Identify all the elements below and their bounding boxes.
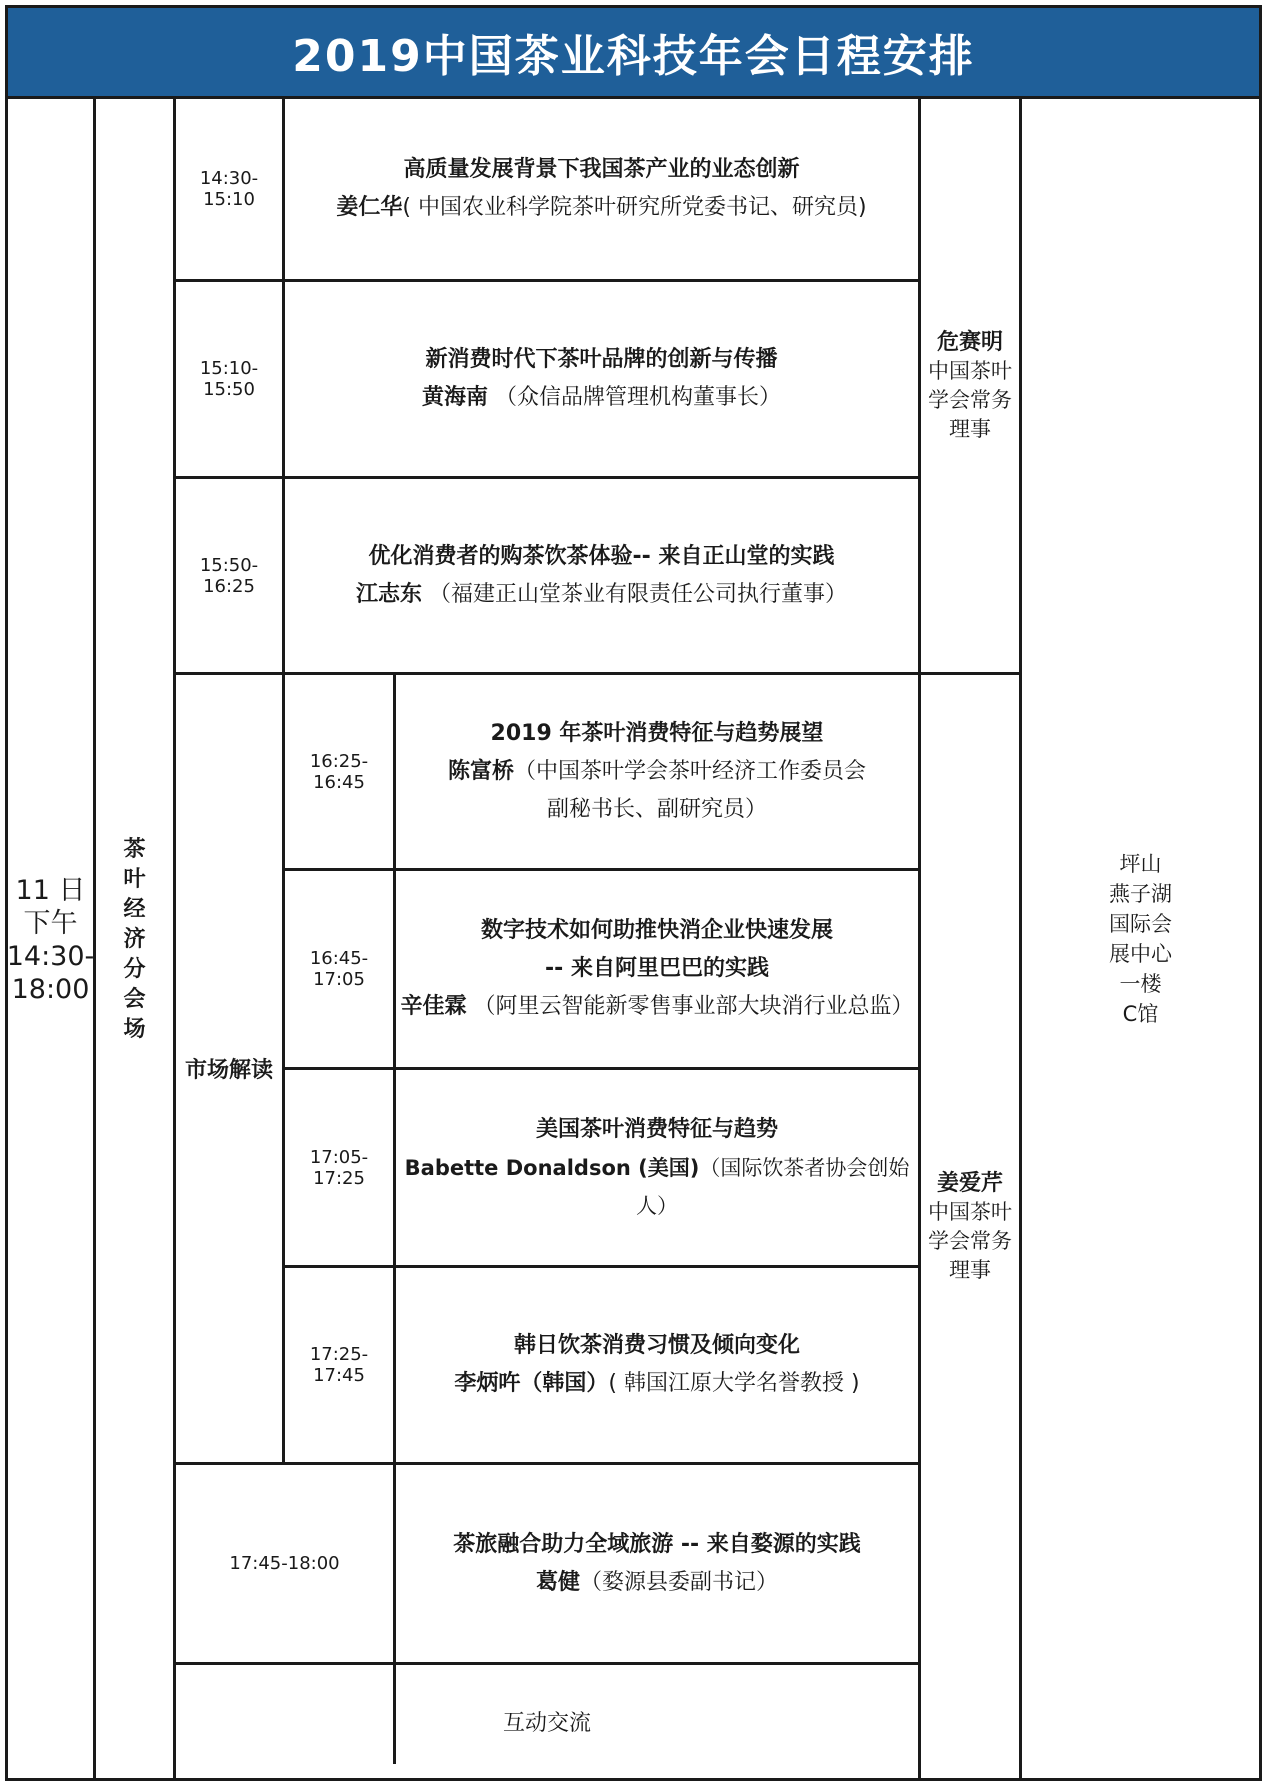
date-period: 下午 xyxy=(23,908,78,939)
venue-line: 国际会 xyxy=(1109,911,1172,936)
talk-title: 高质量发展背景下我国茶产业的业态创新 xyxy=(403,157,800,182)
session-name-cell xyxy=(96,99,173,1781)
talk-speaker-line xyxy=(448,753,866,791)
talk-speaker-line xyxy=(400,988,913,1026)
talk-title: 茶旅融合助力全域旅游 -- 来自婺源的实践 xyxy=(453,1531,861,1557)
talk-cell xyxy=(396,1268,918,1462)
chair-name: 姜爱芹 xyxy=(936,1170,1003,1196)
talk-cell xyxy=(396,1070,918,1265)
speaker-affiliation: ( 中国农业科学院茶叶研究所党委书记、研究员) xyxy=(402,195,867,220)
speaker-name: 葛健 xyxy=(535,1569,580,1595)
speaker-affiliation: （众信品牌管理机构董事长） xyxy=(488,385,781,410)
talk-title: 韩日饮茶消费习惯及倾向变化 xyxy=(513,1333,800,1358)
speaker-affiliation: ( 韩国江原大学名誉教授 ) xyxy=(608,1371,860,1396)
talk-time: 15:50-16:25 xyxy=(199,554,259,597)
talk-cell xyxy=(285,479,918,672)
date-cell xyxy=(8,99,93,1781)
chair-title-line: 学会常务 xyxy=(928,387,1012,412)
talk-cell xyxy=(396,871,918,1067)
speaker-affiliation: （国际饮茶者协会创始人） xyxy=(636,1155,910,1218)
session-char: 会 xyxy=(123,987,146,1012)
talk-time: 17:25-17:45 xyxy=(309,1344,369,1386)
talk-cell xyxy=(285,99,918,279)
chair-title-line: 中国茶叶 xyxy=(928,1199,1012,1224)
talk-time: 17:45-18:00 xyxy=(229,1553,340,1574)
talk-title-2: -- 来自阿里巴巴的实践 xyxy=(545,956,769,981)
section-label-cell xyxy=(176,675,282,1462)
venue-cell xyxy=(1022,99,1259,1778)
session-char: 茶 xyxy=(123,837,146,862)
speaker-name: 姜仁华 xyxy=(336,195,403,220)
speaker-affiliation: （阿里云智能新零售事业部大块消行业总监） xyxy=(466,994,914,1019)
speaker-affiliation: （福建正山堂茶业有限责任公司执行董事） xyxy=(422,581,847,607)
date-time-start: 14:30- xyxy=(6,941,95,972)
speaker-affiliation-2: 副秘书长、副研究员） xyxy=(546,796,767,822)
chair-name: 危赛明 xyxy=(936,329,1003,355)
session-char: 济 xyxy=(123,927,146,952)
session-char: 叶 xyxy=(123,867,146,892)
venue-line: 坪山 xyxy=(1119,851,1162,876)
talk-cell xyxy=(396,1465,918,1662)
venue-line: 燕子湖 xyxy=(1109,881,1172,906)
exchange-label: 互动交流 xyxy=(502,1711,591,1736)
talk-time: 15:10-15:50 xyxy=(199,358,259,400)
talk-title: 数字技术如何助推快消企业快速发展 xyxy=(480,918,833,943)
venue-line: C馆 xyxy=(1122,1001,1159,1026)
venue-line: 一楼 xyxy=(1119,971,1162,996)
talk-time: 14:30-15:10 xyxy=(199,168,259,210)
chair-cell xyxy=(921,99,1019,672)
speaker-name: 李炳吘（韩国） xyxy=(454,1371,609,1396)
talk-title: 新消费时代下茶叶品牌的创新与传播 xyxy=(425,347,778,372)
talk-cell xyxy=(396,675,918,868)
talk-title: 优化消费者的购茶饮茶体验-- 来自正山堂的实践 xyxy=(368,543,835,569)
chair-title-line: 学会常务 xyxy=(928,1228,1012,1253)
session-char: 场 xyxy=(123,1017,146,1042)
talk-cell xyxy=(285,282,918,476)
chair-title-line: 理事 xyxy=(949,416,991,441)
talk-speaker-line xyxy=(356,576,847,614)
talk-speaker-line xyxy=(422,379,781,417)
speaker-name: 陈富桥 xyxy=(447,758,514,784)
talk-title: 2019 年茶叶消费特征与趋势展望 xyxy=(490,720,824,746)
talk-speaker-line xyxy=(396,1149,918,1225)
talk-time: 17:05-17:25 xyxy=(309,1146,369,1189)
speaker-affiliation: （婺源县委副书记） xyxy=(580,1569,779,1595)
chair-title-line: 中国茶叶 xyxy=(928,358,1012,383)
speaker-name: 江志东 xyxy=(355,581,422,607)
speaker-name: Babette Donaldson (美国) xyxy=(404,1155,700,1180)
talk-speaker-line xyxy=(454,1365,859,1403)
chair-title-line: 理事 xyxy=(949,1257,991,1282)
exchange-cell xyxy=(176,1665,918,1778)
talk-title: 美国茶叶消费特征与趋势 xyxy=(535,1116,778,1142)
session-char: 经 xyxy=(123,897,146,922)
chair-cell xyxy=(921,675,1019,1778)
talk-time: 16:25-16:45 xyxy=(309,750,369,793)
section-label: 市场解读 xyxy=(184,1058,273,1083)
talk-time: 16:45-17:05 xyxy=(309,948,369,990)
speaker-affiliation: （中国茶叶学会茶叶经济工作委员会 xyxy=(514,758,867,784)
speaker-name: 黄海南 xyxy=(421,385,488,410)
speaker-name: 辛佳霖 xyxy=(400,994,467,1019)
talk-speaker-line xyxy=(336,189,866,227)
session-char: 分 xyxy=(123,957,146,982)
schedule-header xyxy=(5,5,1262,99)
talk-speaker-line xyxy=(536,1564,778,1602)
venue-line: 展中心 xyxy=(1109,941,1172,966)
date-day: 11 日 xyxy=(15,875,86,906)
talk-speaker-line-2 xyxy=(547,791,767,829)
date-time-end: 18:00 xyxy=(11,974,90,1005)
page-title: 2019中国茶业科技年会日程安排 xyxy=(292,31,975,82)
